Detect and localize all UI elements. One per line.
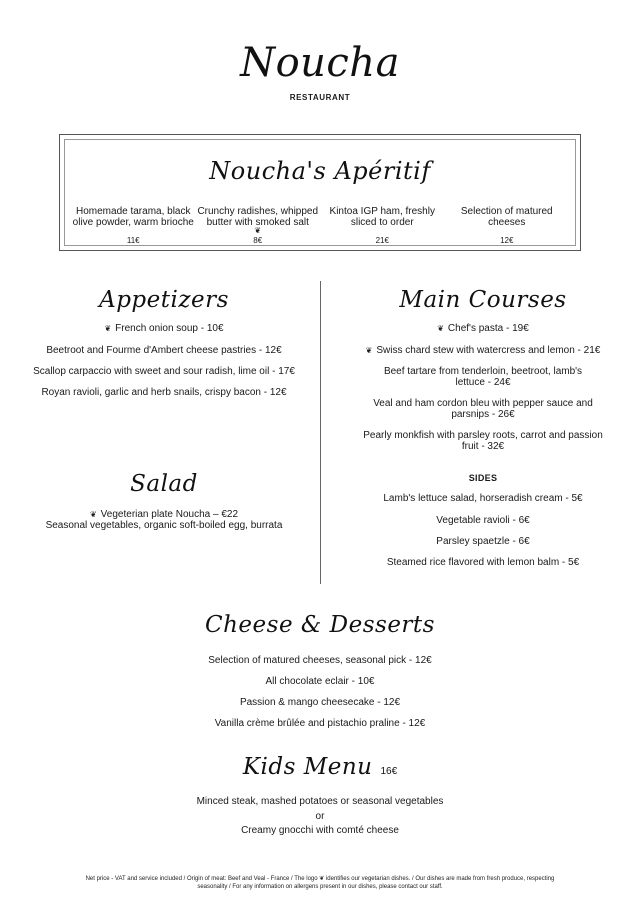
salad-description: Seasonal vegetables, organic soft-boiled egg, burrata [45, 520, 283, 531]
appetizer-item-text: French onion soup - 10€ [115, 323, 224, 334]
appetizers-title: Appetizers [99, 287, 229, 313]
side-item: Steamed rice flavored with lemon balm - 5€ [386, 557, 580, 568]
aperitif-item-name: Crunchy radishes, whipped butter with smoked salt [197, 206, 319, 228]
kids-menu-option: Minced steak, mashed potatoes or seasonal vegetables [196, 796, 444, 807]
dessert-item: Selection of matured cheeses, seasonal pick - 12€ [208, 655, 432, 666]
footer-line: Net price - VAT and service included / Origin of meat: Beef and Veal - France / The logo ❦ identifies our vegetarian dishes. / Our dishes are made from fresh produce, respecting [85, 876, 555, 882]
aperitif-item-price: 8€ [253, 236, 263, 245]
vegetarian-leaf-icon: ❦ [254, 226, 262, 235]
main-course-item: Pearly monkfish with parsley roots, carrot and passion fruit - 32€ [363, 430, 603, 452]
appetizer-item: Royan ravioli, garlic and herb snails, crispy bacon - 12€ [41, 387, 287, 398]
main-course-item-text: Swiss chard stew with watercress and lemon - 21€ [376, 345, 601, 356]
cheese-desserts-title: Cheese & Desserts [205, 612, 435, 638]
side-item: Parsley spaetzle - 6€ [436, 536, 530, 547]
aperitif-item-name: Selection of matured cheeses [460, 206, 553, 228]
aperitif-item-name: Kintoa IGP ham, freshly sliced to order [329, 206, 435, 228]
salad-item-name: Vegeterian plate Noucha – €22 [100, 509, 239, 520]
kids-menu-price: 16€ [380, 766, 398, 777]
kids-menu-option: Creamy gnocchi with comté cheese [241, 825, 399, 836]
footer-note [24, 875, 616, 891]
restaurant-logo: Noucha [240, 40, 400, 86]
kids-menu-heading [0, 752, 640, 787]
main-course-item [333, 345, 633, 356]
dessert-item: Vanilla crème brûlée and pistachio praline - 12€ [214, 718, 426, 729]
main-course-item [333, 323, 633, 334]
aperitif-item-price: 21€ [375, 236, 389, 245]
main-course-item: Beef tartare from tenderloin, beetroot, lamb's lettuce - 24€ [383, 366, 583, 388]
salad-title: Salad [130, 471, 198, 497]
dessert-item: Passion & mango cheesecake - 12€ [239, 697, 401, 708]
side-item: Vegetable ravioli - 6€ [436, 515, 530, 526]
aperitif-item-name: Homemade tarama, black olive powder, warm brioche [72, 206, 194, 228]
main-course-item: Veal and ham cordon bleu with pepper sauce and parsnips - 26€ [373, 398, 593, 420]
appetizer-item [14, 323, 314, 334]
salad-item [14, 509, 314, 520]
kids-menu-title: Kids Menu [242, 754, 373, 780]
column-divider [320, 281, 321, 584]
side-item: Lamb's lettuce salad, horseradish cream - 5€ [383, 493, 583, 504]
appetizer-item: Beetroot and Fourme d'Ambert cheese pastries - 12€ [46, 345, 282, 356]
main-courses-title: Main Courses [399, 287, 567, 313]
kids-menu-or: or [315, 811, 325, 822]
footer-line: seasonality / For any information on allergens present in our dishes, please contact our staff. [197, 884, 443, 890]
vegetarian-leaf-icon: ❦ [104, 324, 112, 333]
vegetarian-leaf-icon: ❦ [89, 510, 97, 519]
restaurant-subtitle: RESTAURANT [289, 93, 351, 102]
appetizer-item: Scallop carpaccio with sweet and sour radish, lime oil - 17€ [33, 366, 295, 377]
sides-title: SIDES [468, 473, 498, 483]
aperitif-title: Noucha's Apéritif [209, 157, 431, 185]
main-course-item-text: Chef's pasta - 19€ [447, 323, 529, 334]
dessert-item: All chocolate eclair - 10€ [265, 676, 375, 687]
aperitif-item-price: 12€ [500, 236, 514, 245]
vegetarian-leaf-icon: ❦ [437, 324, 444, 333]
vegetarian-leaf-icon: ❦ [365, 346, 373, 355]
aperitif-item-price: 11€ [126, 236, 140, 245]
